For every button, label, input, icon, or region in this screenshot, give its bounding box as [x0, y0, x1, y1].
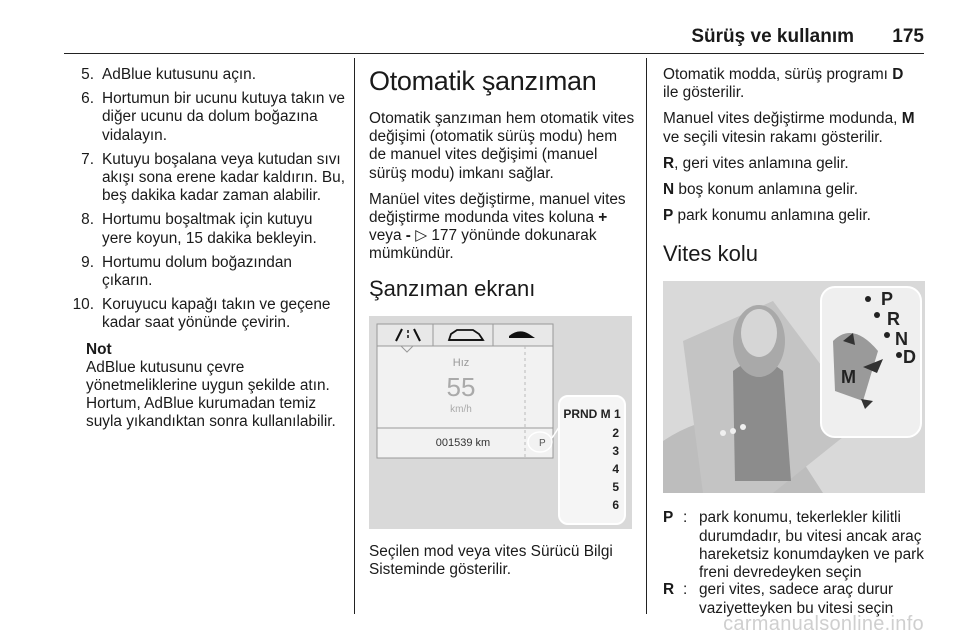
selector-letter: N	[895, 329, 908, 350]
page-number: 175	[892, 26, 924, 47]
note-text: AdBlue kutusunu çevre yönetmeliklerine uygun şekilde atın. Hortum, AdBlue kurumadan temiz suyla yıkandıktan sonra kullanılabilir.	[86, 358, 336, 431]
gear-number: 4	[612, 461, 619, 476]
paragraph: Manüel vites değiştirme, manuel vites değiştirme modunda vites koluna + veya - ▷ 177 yönünde dokunarak mümkündür.	[369, 190, 626, 263]
speed-unit: km/h	[450, 403, 472, 415]
list-item: 7. Kutuyu boşalana veya kutudan sıvı akışı sona erene kadar kaldırın. Bu, beş dakika kadar zaman alabilir.	[81, 150, 345, 205]
paragraph: R, geri vites anlamına gelir.	[663, 154, 849, 172]
list-item: 10. Koruyucu kapağı takın ve geçene kadar saat yönünde çevirin.	[72, 296, 331, 332]
gear-indicator-small: P	[539, 437, 546, 449]
gear-lever-illustration	[663, 281, 925, 493]
gear-number: 2	[612, 425, 619, 440]
list-item: 5. AdBlue kutusunu açın.	[81, 66, 257, 83]
speed-label: Hız	[452, 356, 470, 369]
section-title: Sürüş ve kullanım	[691, 26, 854, 47]
definition-colon: :	[683, 581, 688, 599]
definition-row	[663, 509, 928, 581]
page-reference: 177	[431, 227, 458, 245]
heading-automatic-transmission: Otomatik şanzıman	[369, 66, 597, 96]
transmission-display-figure	[369, 316, 632, 529]
definition-key: R	[663, 581, 675, 599]
page-ref-icon: ▷	[415, 227, 428, 245]
definition-list	[663, 509, 928, 617]
selector-letter: R	[887, 309, 900, 330]
definition-colon: :	[683, 509, 688, 527]
page-header	[64, 26, 924, 50]
column-divider-1	[354, 58, 355, 614]
left-column	[64, 66, 346, 432]
paragraph: P park konumu anlamına gelir.	[663, 207, 871, 225]
selector-letter: M	[841, 367, 856, 388]
list-item: 8. Hortumu boşaltmak için kutuyu yere koyun, 15 dakika bekleyin.	[81, 211, 317, 247]
gear-lever-figure	[663, 281, 925, 493]
heading-transmission-display: Şanzıman ekranı	[369, 275, 536, 301]
selector-letter: P	[881, 289, 894, 310]
definition-key: P	[663, 509, 674, 527]
definition-text: park konumu, tekerlekler kilitli durumdadır, bu vitesi ancak araç hareketsiz konumdayken ve park freni devredeyken seçin	[699, 509, 924, 582]
steps-list	[64, 66, 346, 333]
note-block	[64, 341, 346, 432]
speed-value: 55	[446, 371, 476, 402]
display-illustration	[369, 316, 632, 529]
note-title: Not	[86, 340, 112, 358]
right-column	[663, 66, 928, 618]
paragraph: N boş konum anlamına gelir.	[663, 181, 859, 199]
paragraph: Otomatik şanzıman hem otomatik vites değişimi (otomatik sürüş modu) hem de manuel vites değişimi (manuel sürüş modu) imkanı sağlar.	[369, 110, 635, 182]
figure-caption: Seçilen mod veya vites Sürücü Bilgi Sisteminde gösterilir.	[369, 542, 613, 578]
list-item: 9. Hortumu dolum boğazından çıkarın.	[81, 253, 292, 290]
column-divider-2	[646, 58, 647, 614]
watermark: carmanualsonline.info	[723, 613, 924, 635]
paragraph: Otomatik modda, sürüş programı D ile gösterilir.	[663, 66, 904, 102]
definition-text: geri vites, sadece araç durur vaziyetteyken bu vitesi seçin	[699, 581, 894, 617]
header-rule	[64, 53, 924, 54]
gear-callout-title: PRND M 1	[563, 406, 621, 421]
gear-number: 3	[612, 443, 619, 458]
list-item: 6. Hortumun bir ucunu kutuya takın ve diğer ucunu da dolum boğazına vidalayın.	[81, 90, 345, 144]
gear-number: 6	[612, 497, 619, 512]
selector-letter: D	[903, 347, 916, 368]
paragraph: Manuel vites değiştirme modunda, M ve seçili vitesin rakamı gösterilir.	[663, 110, 915, 146]
gear-number: 5	[612, 479, 619, 494]
middle-column	[369, 66, 635, 587]
heading-gear-lever: Vites kolu	[663, 241, 758, 267]
odometer: 001539 km	[435, 436, 491, 449]
